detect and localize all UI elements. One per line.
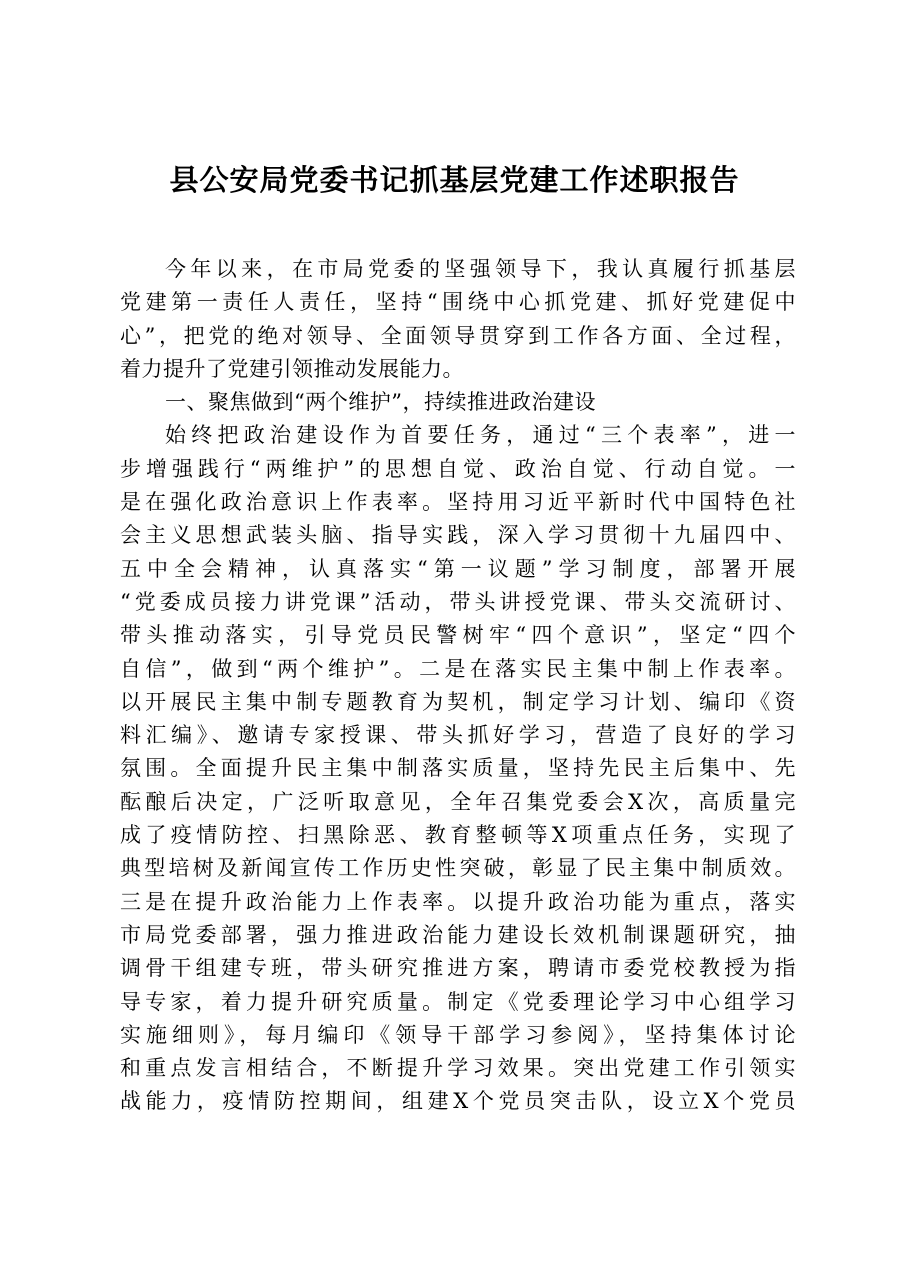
text-line: 以开展民主集中制专题教育为契机，制定学习计划、编印《资 <box>120 689 796 714</box>
text-line: 酝酿后决定，广泛听取意见，全年召集党委会X次，高质量完 <box>120 789 796 814</box>
text-line: 着力提升了党建引领推动发展能力。 <box>120 356 464 381</box>
text-line: 是在强化政治意识上作表率。坚持用习近平新时代中国特色社 <box>120 490 796 515</box>
text-line: 始终把政治建设作为首要任务，通过“三个表率”，进一 <box>165 423 796 448</box>
text-line: 氛围。全面提升民主集中制落实质量，坚持先民主后集中、先 <box>120 756 796 781</box>
text-line: 步增强践行“两维护”的思想自觉、政治自觉、行动自觉。一 <box>120 456 796 481</box>
text-line: 三是在提升政治能力上作表率。以提升政治功能为重点，落实 <box>120 889 796 914</box>
text-line: 市局党委部署，强力推进政治能力建设长效机制课题研究，抽 <box>120 922 796 947</box>
document-body <box>120 253 796 1119</box>
text-line: 党建第一责任人责任，坚持“围绕中心抓党建、抓好党建促中 <box>120 290 796 315</box>
text-line: 实施细则》，每月编印《领导干部学习参阅》，坚持集体讨论 <box>120 1022 796 1047</box>
text-line: 今年以来，在市局党委的坚强领导下，我认真履行抓基层 <box>165 257 796 281</box>
document-title: 县公安局党委书记抓基层党建工作述职报告 <box>169 163 740 197</box>
text-line: 自信”，做到“两个维护”。二是在落实民主集中制上作表率。 <box>120 656 796 681</box>
text-line: 料汇编》、邀请专家授课、带头抓好学习，营造了良好的学习 <box>120 723 796 748</box>
section-heading: 一、聚焦做到“两个维护”，持续推进政治建设 <box>165 390 596 415</box>
text-line: 调骨干组建专班，带头研究推进方案，聘请市委党校教授为指 <box>120 956 796 981</box>
text-line: “党委成员接力讲党课”活动，带头讲授党课、带头交流研讨、 <box>120 589 796 614</box>
text-line: 带头推动落实，引导党员民警树牢“四个意识”，坚定“四个 <box>120 623 796 648</box>
text-line: 和重点发言相结合，不断提升学习效果。突出党建工作引领实 <box>120 1056 796 1081</box>
text-line: 五中全会精神，认真落实“第一议题”学习制度，部署开展 <box>120 556 796 581</box>
text-line: 战能力，疫情防控期间，组建X个党员突击队，设立X个党员 <box>120 1089 796 1114</box>
text-line: 会主义思想武装头脑、指导实践，深入学习贯彻十九届四中、 <box>120 523 796 548</box>
text-line: 导专家，着力提升研究质量。制定《党委理论学习中心组学习 <box>120 989 796 1014</box>
text-line: 典型培树及新闻宣传工作历史性突破，彰显了民主集中制质效。 <box>120 856 796 881</box>
text-line: 成了疫情防控、扫黑除恶、教育整顿等X项重点任务，实现了 <box>120 823 796 848</box>
text-line: 心”，把党的绝对领导、全面领导贯穿到工作各方面、全过程， <box>120 323 796 348</box>
